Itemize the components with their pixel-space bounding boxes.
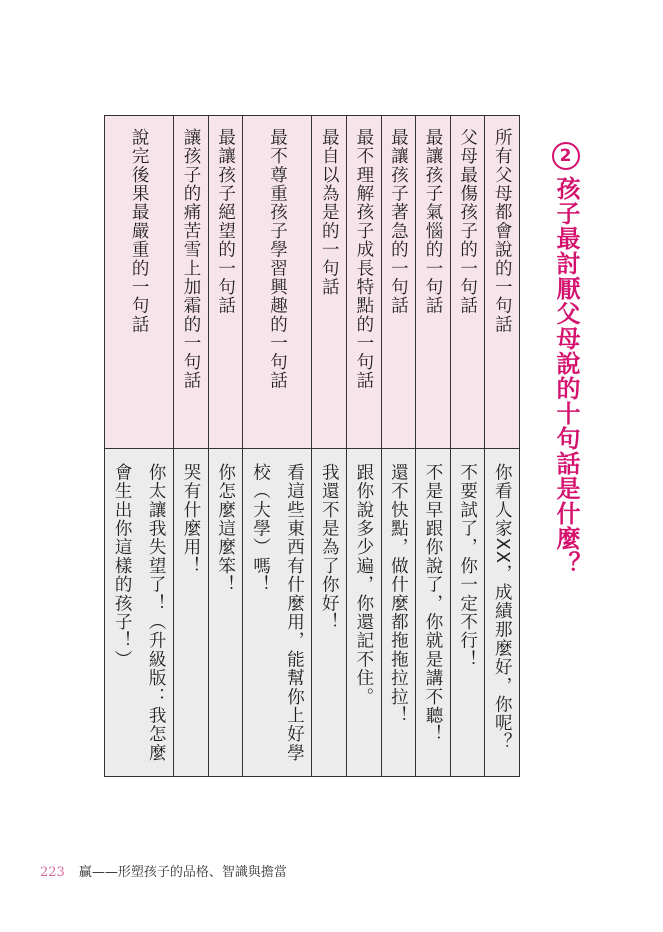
quote-cell [485, 449, 519, 776]
table-column [311, 116, 346, 776]
quote-text: 還不快點，做什麼都拖拖拉拉！ [388, 463, 409, 725]
section-heading [546, 142, 586, 576]
phrases-table [104, 115, 520, 777]
quote-text: 你太讓我失望了！（升級版：我怎麼 會生出你這樣的孩子！） [112, 463, 167, 763]
category-text: 說完後果最嚴重的一句話 [129, 128, 150, 334]
quote-cell [174, 449, 208, 776]
quote-text: 你怎麼這麼笨！ [215, 463, 236, 594]
quote-text: 不是早跟你說了，你就是講不聽！ [423, 463, 444, 744]
table-column [346, 116, 381, 776]
quote-cell [347, 449, 381, 776]
category-text: 最讓孩子絕望的一句話 [215, 128, 236, 315]
quote-text: 跟你說多少遍，你還記不住。 [353, 463, 374, 707]
table-column [242, 116, 311, 776]
category-text: 讓孩子的痛苦雪上加霜的一句話 [181, 128, 202, 390]
quote-cell [382, 449, 416, 776]
category-cell [485, 116, 519, 449]
quote-text: 不要試了，你一定不行！ [457, 463, 478, 669]
category-cell [312, 116, 346, 449]
quote-cell [312, 449, 346, 776]
category-text: 最讓孩子著急的一句話 [388, 128, 409, 315]
table-column [208, 116, 243, 776]
table-column [484, 116, 519, 776]
quote-text: 我還不是為了你好！ [319, 463, 340, 632]
category-text: 父母最傷孩子的一句話 [457, 128, 478, 315]
category-text: 所有父母都會說的一句話 [492, 128, 513, 334]
quote-cell [243, 449, 311, 776]
page-footer [40, 861, 287, 880]
table-column [173, 116, 208, 776]
category-text: 最讓孩子氣惱的一句話 [423, 128, 444, 315]
table-column [381, 116, 416, 776]
table-column [415, 116, 450, 776]
quote-text: 哭有什麼用！ [181, 463, 202, 576]
category-cell [451, 116, 485, 449]
category-text: 最不尊重孩子學習興趣的一句話 [267, 128, 288, 390]
category-cell [209, 116, 243, 449]
book-title: 贏——形塑孩子的品格、智識與擔當 [78, 865, 287, 880]
quote-cell [209, 449, 243, 776]
quote-text: 看這些東西有什麼用，能幫你上好學 校（大學）嗎！ [250, 463, 305, 763]
quote-cell [105, 449, 173, 776]
category-cell [382, 116, 416, 449]
category-cell [347, 116, 381, 449]
category-cell [105, 116, 173, 449]
page-number: 223 [40, 865, 65, 880]
quote-text: 你看人家XX，成績那麼好，你呢？ [492, 463, 513, 752]
category-cell [243, 116, 311, 449]
table-column [105, 116, 173, 776]
section-number: 2 [552, 142, 580, 170]
section-title: 孩子最討厭父母說的十句話是什麼？ [552, 176, 580, 576]
table-column [450, 116, 485, 776]
quote-cell [451, 449, 485, 776]
category-text: 最不理解孩子成長特點的一句話 [353, 128, 374, 390]
category-text: 最自以為是的一句話 [319, 128, 340, 297]
category-cell [416, 116, 450, 449]
quote-cell [416, 449, 450, 776]
category-cell [174, 116, 208, 449]
